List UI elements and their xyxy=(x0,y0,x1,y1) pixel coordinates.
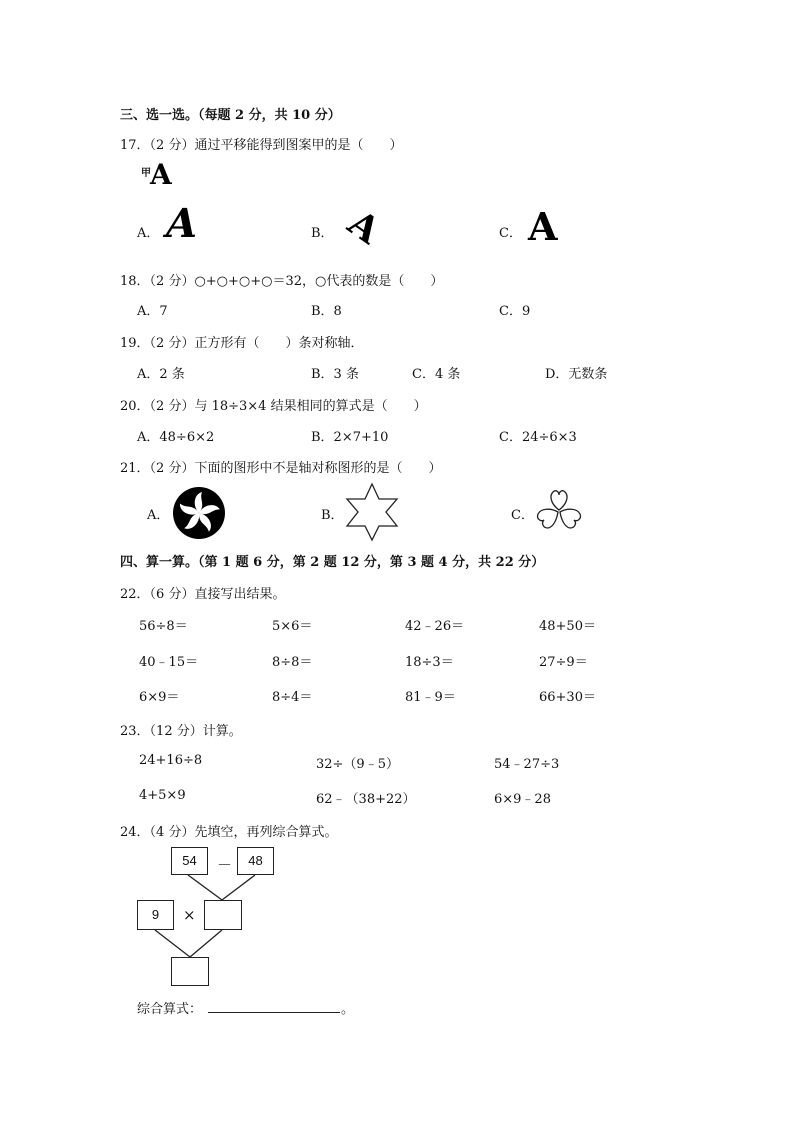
q17-option-c-figure: A xyxy=(528,204,558,249)
q24-answer-end: 。 xyxy=(341,1002,355,1017)
q19-stem: 19．（2 分）正方形有（ ）条对称轴． xyxy=(120,336,364,351)
q23-expr: 6×9﹣28 xyxy=(494,792,551,807)
q24-box-54: 54 xyxy=(171,847,208,875)
q17-option-c[interactable]: C． xyxy=(499,226,522,241)
q22-expr: 8÷4＝ xyxy=(272,690,313,705)
q20-option-a[interactable]: A．48÷6×2 xyxy=(137,430,215,445)
q24-blank-box-product[interactable] xyxy=(171,957,209,986)
q22-expr: 27÷9＝ xyxy=(539,655,588,670)
q23-expr: 54﹣27÷3 xyxy=(494,757,560,772)
q24-blank-box-difference[interactable] xyxy=(204,900,242,930)
q17-option-b[interactable]: B． xyxy=(311,226,334,241)
q21-option-a[interactable]: A． xyxy=(147,508,170,523)
section4-title: 四、算一算。（第 1 题 6 分，第 2 题 12 分，第 3 题 4 分，共 22 分） xyxy=(120,555,545,570)
q20-option-c[interactable]: C．24÷6×3 xyxy=(499,430,577,445)
q22-expr: 42﹣26＝ xyxy=(405,619,465,634)
q24-minus-sign: － xyxy=(217,856,233,874)
q22-expr: 18÷3＝ xyxy=(405,655,454,670)
q23-expr: 4+5×9 xyxy=(139,788,186,803)
q19-option-a[interactable]: A．2 条 xyxy=(137,367,185,382)
q23-expr: 32÷（9﹣5） xyxy=(316,757,399,772)
q21-option-b[interactable]: B． xyxy=(321,508,344,523)
q17-option-b-figure: A xyxy=(340,201,388,253)
q17-figure-label: 甲 xyxy=(141,168,151,179)
q24-stem: 24．（4 分）先填空，再列综合算式。 xyxy=(120,825,338,840)
q18-option-c[interactable]: C．9 xyxy=(499,304,531,319)
q18-stem: 18．（2 分）○+○+○+○＝32，○代表的数是（ ） xyxy=(120,274,444,289)
q22-expr: 8÷8＝ xyxy=(272,655,313,670)
q24-times-sign: × xyxy=(183,906,196,924)
q22-expr: 66+30＝ xyxy=(539,690,596,705)
q22-stem: 22．（6 分）直接写出结果。 xyxy=(120,587,286,602)
q17-figure-letter: A xyxy=(150,158,172,191)
section3-title: 三、选一选。（每题 2 分，共 10 分） xyxy=(120,108,341,123)
q22-expr: 40﹣15＝ xyxy=(139,655,199,670)
q24-answer-blank[interactable] xyxy=(208,1012,340,1013)
q19-option-d[interactable]: D．无数条 xyxy=(545,367,608,382)
q22-expr: 6×9＝ xyxy=(139,690,180,705)
q19-option-b[interactable]: B．3 条 xyxy=(311,367,359,382)
q24-box-48: 48 xyxy=(237,847,274,875)
q20-option-b[interactable]: B．2×7+10 xyxy=(311,430,389,445)
q22-expr: 48+50＝ xyxy=(539,619,596,634)
q18-option-a[interactable]: A．7 xyxy=(137,304,168,319)
q23-expr: 24+16÷8 xyxy=(139,753,203,768)
q19-option-c[interactable]: C．4 条 xyxy=(412,367,461,382)
q21-stem: 21．（2 分）下面的图形中不是轴对称图形的是（ ） xyxy=(120,461,442,476)
q22-expr: 81﹣9＝ xyxy=(405,690,456,705)
q17-option-a[interactable]: A． xyxy=(137,226,160,241)
q18-option-b[interactable]: B．8 xyxy=(311,304,342,319)
q23-stem: 23．（12 分）计算。 xyxy=(120,724,242,739)
q24-box-9: 9 xyxy=(137,900,174,930)
q17-option-a-figure: A xyxy=(161,200,203,247)
six-point-star-icon xyxy=(344,482,400,542)
q22-expr: 5×6＝ xyxy=(272,619,313,634)
q20-stem: 20．（2 分）与 18÷3×4 结果相同的算式是（ ） xyxy=(120,399,427,414)
q23-expr: 62﹣（38+22） xyxy=(316,792,416,807)
q24-answer-label: 综合算式： xyxy=(137,1002,203,1017)
three-hearts-icon xyxy=(533,486,585,536)
q17-stem: 17．（2 分）通过平移能得到图案甲的是（ ） xyxy=(120,138,403,153)
q21-option-c[interactable]: C． xyxy=(511,508,534,523)
q22-expr: 56÷8＝ xyxy=(139,619,188,634)
bauhinia-icon xyxy=(172,486,226,540)
